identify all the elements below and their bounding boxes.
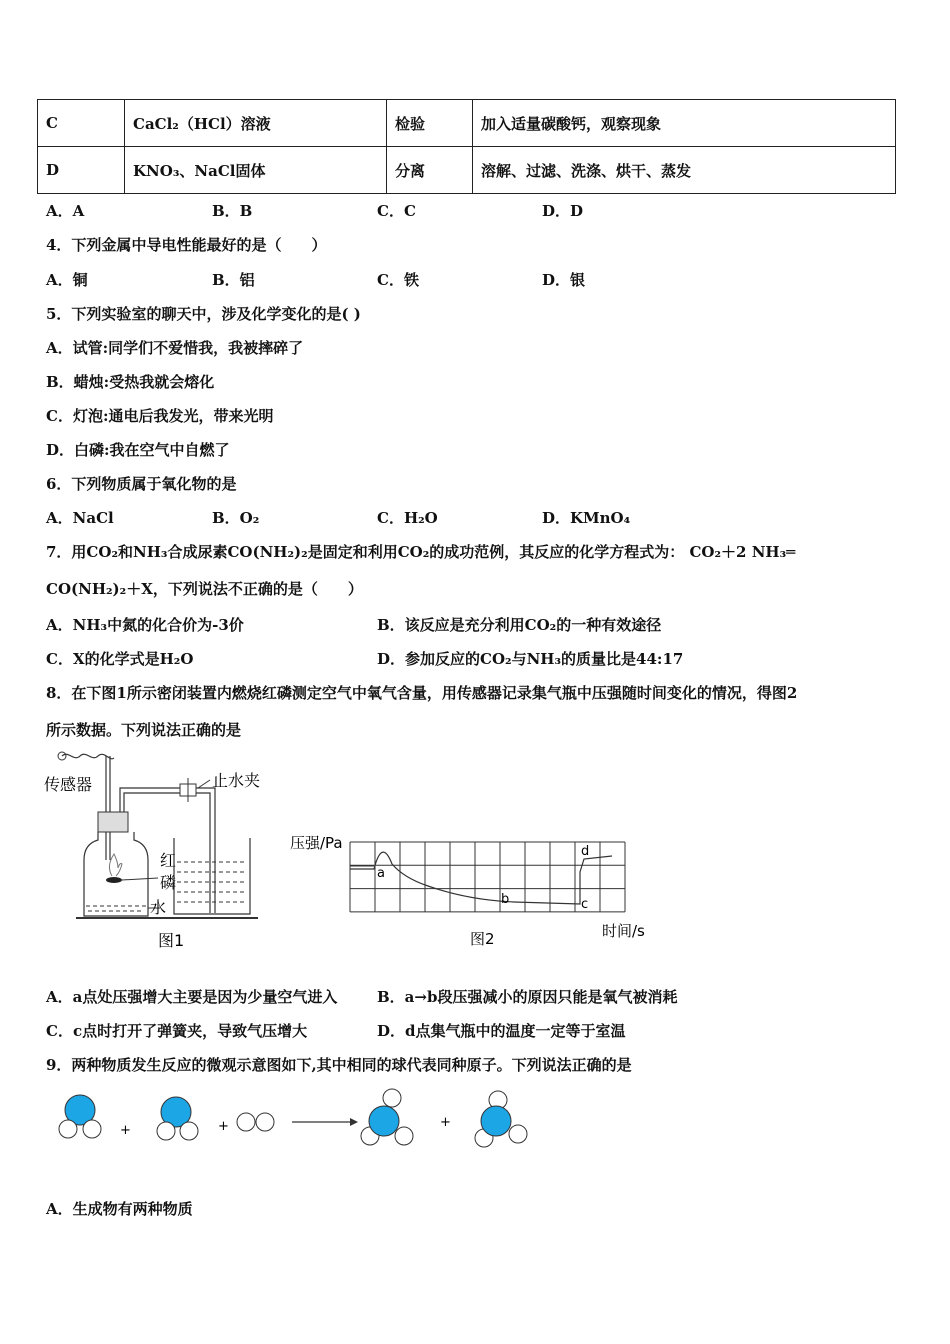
q3-option-c: C．C — [377, 202, 416, 220]
q5-option-c: C．灯泡:通电后我发光，带来光明 — [46, 407, 274, 425]
cell-letter: C — [38, 100, 125, 147]
product-molecule-1 — [361, 1089, 413, 1145]
figure-2-pressure-chart — [288, 828, 658, 952]
reactant-molecule-2 — [157, 1097, 198, 1140]
cell-method: 加入适量碳酸钙，观察现象 — [473, 100, 896, 147]
label-water: 水 — [150, 898, 167, 917]
label-clamp: 止水夹 — [212, 771, 261, 790]
q8-option-b: B．a→b段压强减小的原因只能是氧气被消耗 — [377, 988, 678, 1006]
q7-option-b: B．该反应是充分利用CO₂的一种有效途径 — [377, 616, 662, 634]
q4-option-d: D．银 — [542, 271, 586, 289]
point-a-label: a — [377, 866, 385, 881]
q9-stem: 9．两种物质发生反应的微观示意图如下,其中相同的球代表同种原子。下列说法正确的是 — [46, 1056, 632, 1074]
cell-purpose: 检验 — [387, 100, 473, 147]
cell-purpose: 分离 — [387, 147, 473, 194]
product-molecule-2 — [475, 1091, 527, 1147]
q7-line1: 7．用CO₂和NH₃合成尿素CO(NH₂)₂是固定和利用CO₂的成功范例，其反应的化学方程式为： CO₂＋2 NH₃═ — [46, 543, 796, 561]
figure-2-caption: 图2 — [470, 930, 495, 948]
point-c-label: c — [581, 897, 589, 912]
q4-option-b: B．铝 — [212, 271, 255, 289]
cell-substance: KNO₃、NaCl固体 — [125, 147, 387, 194]
q3-option-d: D．D — [542, 202, 584, 220]
q4-option-c: C．铁 — [377, 271, 419, 289]
cell-substance: CaCl₂（HCl）溶液 — [125, 100, 387, 147]
q8-line2: 所示数据。下列说法正确的是 — [46, 721, 242, 739]
cell-letter: D — [38, 147, 125, 194]
q3-option-b: B．B — [212, 202, 253, 220]
q5-option-a: A．试管:同学们不爱惜我，我被摔碎了 — [46, 339, 304, 357]
point-b-label: b — [501, 892, 510, 907]
x-axis-label: 时间/s — [602, 922, 645, 940]
q7-option-c: C．X的化学式是H₂O — [46, 650, 194, 668]
q6-option-c: C．H₂O — [377, 509, 438, 527]
q8-line1: 8．在下图1所示密闭装置内燃烧红磷测定空气中氧气含量，用传感器记录集气瓶中压强随时间变化的情况，得图2 — [46, 684, 798, 702]
q5-option-b: B．蜡烛:受热我就会熔化 — [46, 373, 215, 391]
options-table — [37, 99, 896, 194]
label-phosphorus: 磷 — [160, 873, 177, 892]
q9-reaction-diagram — [50, 1084, 540, 1154]
q6-option-d: D．KMnO₄ — [542, 509, 631, 527]
label-sensor: 传感器 — [44, 775, 93, 794]
y-axis-label: 压强/Pa — [290, 834, 343, 852]
cell-method: 溶解、过滤、洗涤、烘干、蒸发 — [473, 147, 896, 194]
q6-stem: 6．下列物质属于氧化物的是 — [46, 475, 237, 493]
table-row — [38, 147, 896, 194]
q9-option-a: A．生成物有两种物质 — [46, 1200, 193, 1218]
q4-option-a: A．铜 — [46, 271, 88, 289]
q6-option-a: A．NaCl — [46, 509, 114, 527]
q8-option-d: D．d点集气瓶中的温度一定等于室温 — [377, 1022, 626, 1040]
reactant-molecule-3 — [237, 1113, 274, 1131]
pressure-curve — [350, 852, 612, 904]
q5-stem: 5．下列实验室的聊天中，涉及化学变化的是( ) — [46, 305, 361, 323]
q8-option-a: A．a点处压强增大主要是因为少量空气进入 — [46, 988, 338, 1006]
figure-1-apparatus — [40, 748, 280, 958]
q7-line2: CO(NH₂)₂＋X，下列说法不正确的是（ ） — [46, 580, 363, 598]
figure-1-caption: 图1 — [158, 931, 185, 950]
plus-sign: + — [120, 1123, 131, 1138]
q4-stem: 4．下列金属中导电性能最好的是（ ） — [46, 236, 327, 254]
q3-option-a: A．A — [46, 202, 85, 220]
label-red: 红 — [160, 851, 177, 870]
q5-option-d: D．白磷:我在空气中自燃了 — [46, 441, 230, 459]
q6-option-b: B．O₂ — [212, 509, 260, 527]
table-row — [38, 100, 896, 147]
q7-option-d: D．参加反应的CO₂与NH₃的质量比是44:17 — [377, 650, 684, 668]
plus-sign: + — [440, 1115, 451, 1130]
plus-sign: + — [218, 1119, 229, 1134]
q8-option-c: C．c点时打开了弹簧夹，导致气压增大 — [46, 1022, 308, 1040]
point-d-label: d — [581, 844, 590, 859]
reactant-molecule-1 — [59, 1095, 101, 1138]
q7-option-a: A．NH₃中氮的化合价为-3价 — [46, 616, 244, 634]
